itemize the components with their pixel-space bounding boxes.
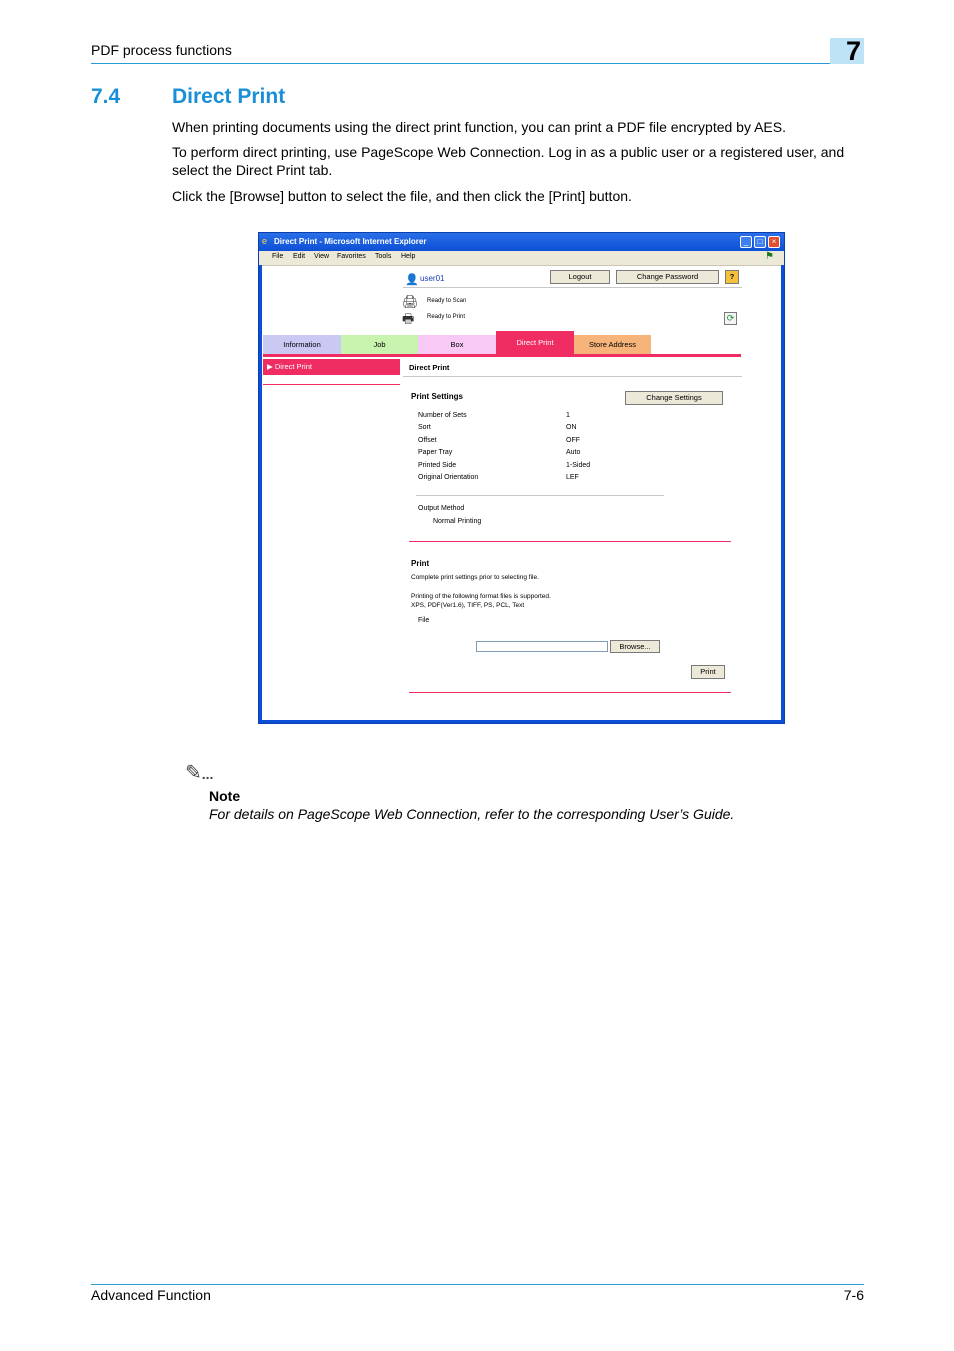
running-header: PDF process functions bbox=[91, 42, 232, 58]
note-title: Note bbox=[209, 788, 241, 804]
help-icon[interactable]: ? bbox=[725, 270, 739, 284]
setting-value: Auto bbox=[566, 449, 581, 456]
output-method-label: Output Method bbox=[418, 505, 465, 512]
printer-icon: 🖶 bbox=[402, 311, 415, 326]
print-instruction: Printing of the following format files is supported. bbox=[411, 593, 551, 600]
window-titlebar bbox=[259, 233, 784, 251]
note-pencil-icon: ✎... bbox=[185, 762, 214, 784]
setting-key: Offset bbox=[418, 437, 437, 444]
divider bbox=[403, 287, 742, 288]
minimize-icon[interactable]: _ bbox=[740, 236, 752, 248]
user-icon: 👤 bbox=[405, 274, 419, 286]
window-frame bbox=[781, 265, 784, 723]
page-title: Direct Print bbox=[409, 363, 450, 372]
menu-file[interactable]: File bbox=[272, 253, 284, 260]
tab-store-address[interactable]: Store Address bbox=[574, 335, 651, 354]
maximize-icon[interactable]: □ bbox=[754, 236, 766, 248]
setting-value: LEF bbox=[566, 474, 579, 481]
menu-view[interactable]: View bbox=[314, 253, 330, 260]
change-settings-button[interactable]: Change Settings bbox=[625, 391, 723, 405]
window-title: Direct Print - Microsoft Internet Explorer bbox=[274, 237, 427, 246]
chapter-number: 7 bbox=[845, 36, 861, 66]
setting-value: ON bbox=[566, 424, 577, 431]
setting-key: Original Orientation bbox=[418, 474, 479, 481]
sidebar-item-label: Direct Print bbox=[274, 362, 312, 371]
setting-key: Paper Tray bbox=[418, 449, 453, 456]
scan-status: Ready to Scan bbox=[427, 298, 467, 304]
divider bbox=[403, 376, 742, 377]
note-text: For details on PageScope Web Connection, refer to the corresponding User’s Guide. bbox=[209, 806, 735, 822]
divider bbox=[416, 495, 664, 496]
supported-formats: XPS, PDF(Ver1.6), TIFF, PS, PCL, Text bbox=[411, 602, 525, 609]
section-divider bbox=[409, 692, 731, 693]
section-title: Direct Print bbox=[172, 85, 286, 108]
header-rule bbox=[91, 63, 864, 64]
print-instruction: Complete print settings prior to selecting file. bbox=[411, 574, 539, 581]
section-divider bbox=[409, 541, 731, 542]
print-status: Ready to Print bbox=[427, 314, 466, 320]
setting-key: Sort bbox=[418, 424, 431, 431]
body-paragraph: When printing documents using the direct print function, you can print a PDF file encrypted by AES. bbox=[172, 119, 786, 135]
sidebar-item-direct-print[interactable] bbox=[263, 359, 400, 375]
menu-favorites[interactable]: Favorites bbox=[337, 253, 366, 260]
window-frame bbox=[259, 265, 262, 723]
body-paragraph: Click the [Browse] button to select the file, and then click the [Print] button. bbox=[172, 188, 632, 204]
refresh-icon[interactable]: ⟳ bbox=[724, 312, 737, 325]
scanner-icon: 🖨 bbox=[402, 294, 419, 309]
tab-information[interactable]: Information bbox=[263, 335, 341, 354]
print-heading: Print bbox=[411, 559, 430, 568]
setting-key: Printed Side bbox=[418, 462, 457, 469]
browse-button[interactable]: Browse... bbox=[610, 640, 660, 653]
tab-box[interactable]: Box bbox=[418, 335, 496, 354]
file-label: File bbox=[418, 617, 430, 624]
output-method-value: Normal Printing bbox=[433, 518, 482, 525]
user-name: user01 bbox=[420, 274, 445, 283]
setting-value: OFF bbox=[566, 437, 580, 444]
page-number: 7-6 bbox=[843, 1287, 864, 1303]
section-number: 7.4 bbox=[91, 85, 121, 108]
windows-logo-icon: ⚑ bbox=[765, 251, 774, 262]
window-frame bbox=[259, 720, 784, 723]
triangle-right-icon: ▶ bbox=[267, 362, 275, 371]
close-icon[interactable]: × bbox=[768, 236, 780, 248]
footer-rule bbox=[91, 1284, 864, 1285]
ie-icon: e bbox=[262, 236, 268, 246]
setting-value: 1-Sided bbox=[566, 462, 591, 469]
print-button[interactable]: Print bbox=[691, 665, 725, 679]
logout-button[interactable]: Logout bbox=[550, 270, 610, 284]
setting-value: 1 bbox=[566, 412, 570, 419]
tab-underline bbox=[263, 354, 741, 357]
menu-edit[interactable]: Edit bbox=[293, 253, 306, 260]
menu-help[interactable]: Help bbox=[401, 253, 416, 260]
footer-title: Advanced Function bbox=[91, 1287, 211, 1303]
body-paragraph: To perform direct printing, use PageScope Web Connection. Log in as a public user or a registered user, and select the Direct Print tab. bbox=[172, 144, 845, 178]
setting-key: Number of Sets bbox=[418, 412, 467, 419]
tab-job[interactable]: Job bbox=[341, 335, 418, 354]
divider bbox=[263, 384, 400, 385]
tab-direct-print[interactable]: Direct Print bbox=[496, 331, 574, 354]
file-input[interactable] bbox=[476, 641, 608, 652]
browser-window-screenshot bbox=[258, 232, 785, 724]
change-password-button[interactable]: Change Password bbox=[616, 270, 719, 284]
menu-tools[interactable]: Tools bbox=[375, 253, 392, 260]
print-settings-heading: Print Settings bbox=[411, 392, 464, 401]
